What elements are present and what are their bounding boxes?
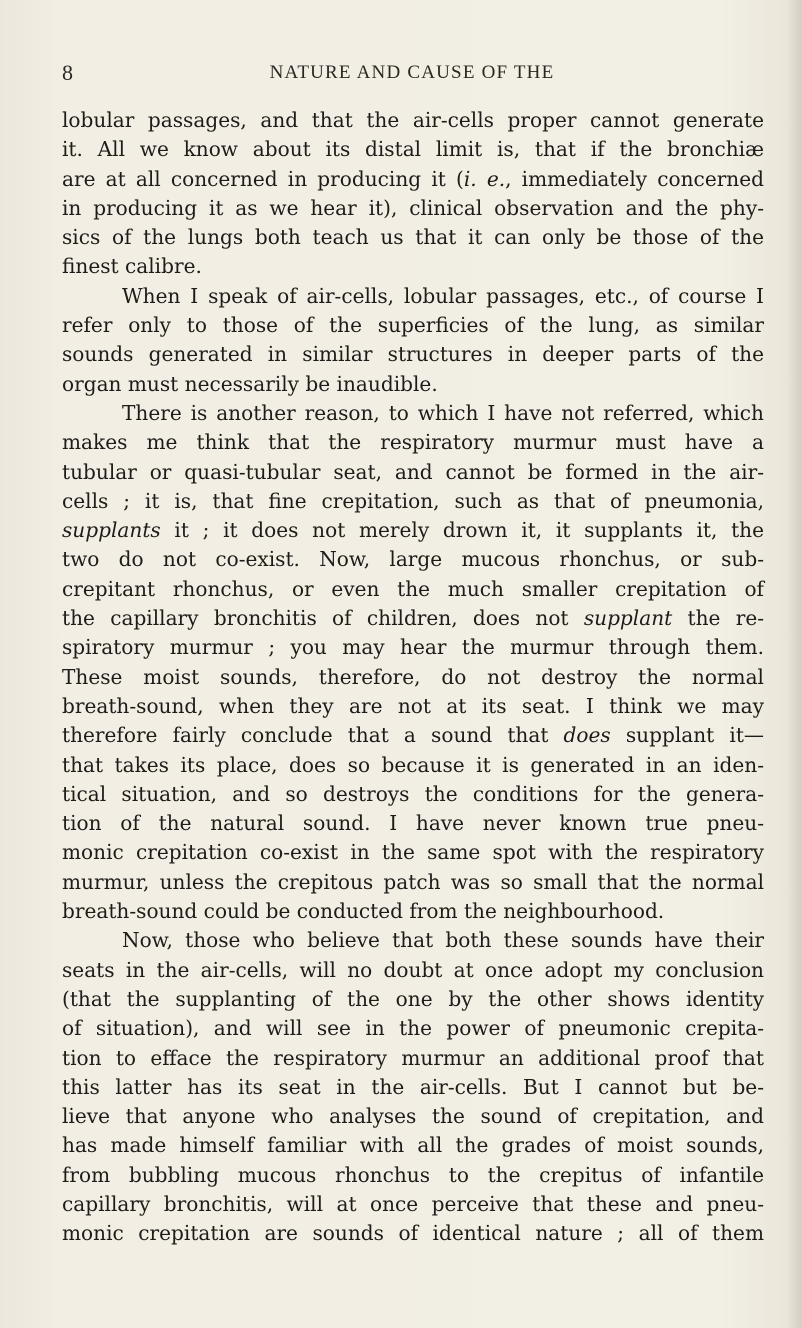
italic-text: supplant [583,606,673,631]
paragraph-p4 [62,926,764,1248]
text-run: finest calibre. [62,254,202,279]
text-run: These moist sounds, therefore, do not destroy the normal [62,664,764,689]
text-run: seats in the air-cells, will no doubt at once adopt my conclusion [62,957,764,982]
text-line [62,1161,764,1190]
text-run: tubular or quasi-tubular seat, and cannot be formed in the air- [62,459,764,484]
text-run: therefore fairly conclude that a sound that [62,723,564,748]
text-line [62,370,764,399]
text-run: two do not co-exist. Now, large mucous rhonchus, or sub- [62,547,764,572]
text-line [62,516,764,545]
text-run: cells ; it is, that fine crepitation, such as that of pneumonia, [62,488,764,513]
text-run: sics of the lungs both teach us that it can only be those of the [62,225,764,250]
text-line [62,604,764,633]
text-line [62,956,764,985]
text-line [62,165,764,194]
text-run: the re- [672,606,765,631]
text-run: are at all concerned in producing it ( [62,166,464,191]
text-line [62,487,764,516]
text-line [62,809,764,838]
text-run: breath-sound, when they are not at its seat. I think we may [62,693,764,718]
paragraph-p3 [62,399,764,926]
text-run: it ; it does not merely drown it, it supplants it, the [160,518,764,543]
text-line [62,1044,764,1073]
text-run: capillary bronchitis, will at once perceive that these and pneu- [62,1191,764,1216]
text-line [62,1073,764,1102]
text-run: has made himself familiar with all the grades of moist sounds, [62,1133,764,1158]
italic-text: does [563,723,611,748]
text-line [62,838,764,867]
page-header [62,60,762,90]
text-line [62,1219,764,1248]
text-run: Now, those who believe that both these sounds have their [122,928,764,953]
text-run: sounds generated in similar structures in deeper parts of the [62,342,764,367]
text-line [62,751,764,780]
text-run: the capillary bronchitis of children, does not [62,606,584,631]
text-line [62,868,764,897]
running-head: NATURE AND CAUSE OF THE [269,62,555,83]
text-run: makes me think that the respiratory murmur must have a [62,430,764,455]
italic-text: i. e. [463,166,506,191]
text-line [62,897,764,926]
text-line [62,399,764,428]
text-line [62,135,764,164]
text-run: this latter has its seat in the air-cells. But I cannot but be- [62,1074,764,1099]
text-line [62,545,764,574]
text-run: it. All we know about its distal limit is, that if the bronchiæ [62,137,764,162]
text-run: tical situation, and so destroys the conditions for the genera- [62,781,764,806]
text-run: tion to efface the respiratory murmur an additional proof that [62,1045,764,1070]
text-line [62,1102,764,1131]
text-run: lobular passages, and that the air-cells proper cannot generate [62,108,764,132]
paragraph-p2 [62,282,764,399]
text-line [62,663,764,692]
text-line [62,428,764,457]
text-run: There is another reason, to which I have not referred, which [122,400,764,425]
page-edge-shadow [787,0,801,1328]
text-run: monic crepitation are sounds of identical nature ; all of them [62,1221,764,1246]
text-run: from bubbling mucous rhonchus to the crepitus of infantile [62,1162,764,1187]
text-run: murmur, unless the crepitous patch was so small that the normal [62,869,764,894]
text-line [62,575,764,604]
text-run: breath-sound could be conducted from the neighbourhood. [62,899,665,924]
text-line [62,194,764,223]
text-line [62,985,764,1014]
text-line [62,1131,764,1160]
text-run: lieve that anyone who analyses the sound of crepitation, and [62,1104,764,1129]
text-line [62,311,764,340]
text-run: spiratory murmur ; you may hear the murmur through them. [62,635,764,660]
text-run: supplant it— [610,723,764,748]
text-run: that takes its place, does so because it is generated in an iden- [62,752,764,777]
text-line [62,926,764,955]
text-line [62,692,764,721]
text-run: , immediately concerned [505,166,765,191]
text-line [62,1014,764,1043]
text-run: organ must necessarily be inaudible. [62,371,438,396]
text-line [62,340,764,369]
text-line [62,633,764,662]
text-line [62,252,764,281]
text-line [62,282,764,311]
text-line [62,223,764,252]
paragraph-p1 [62,106,764,282]
page-number: 8 [62,60,73,85]
body-text [62,106,764,1249]
text-run: crepitant rhonchus, or even the much smaller crepitation of [62,576,764,601]
text-line [62,458,764,487]
italic-text: supplants [62,518,161,543]
text-line [62,780,764,809]
text-run: (that the supplanting of the one by the other shows identity [62,986,764,1011]
text-run: monic crepitation co-exist in the same spot with the respiratory [62,840,764,865]
text-run: of situation), and will see in the power of pneumonic crepita- [62,1016,764,1041]
text-run: When I speak of air-cells, lobular passages, etc., of course I [122,283,764,308]
text-run: in producing it as we hear it), clinical observation and the phy- [62,195,764,220]
text-run: tion of the natural sound. I have never known true pneu- [62,811,764,836]
text-line [62,106,764,135]
text-line [62,1190,764,1219]
text-line [62,721,764,750]
text-run: refer only to those of the superficies of the lung, as similar [62,313,764,338]
